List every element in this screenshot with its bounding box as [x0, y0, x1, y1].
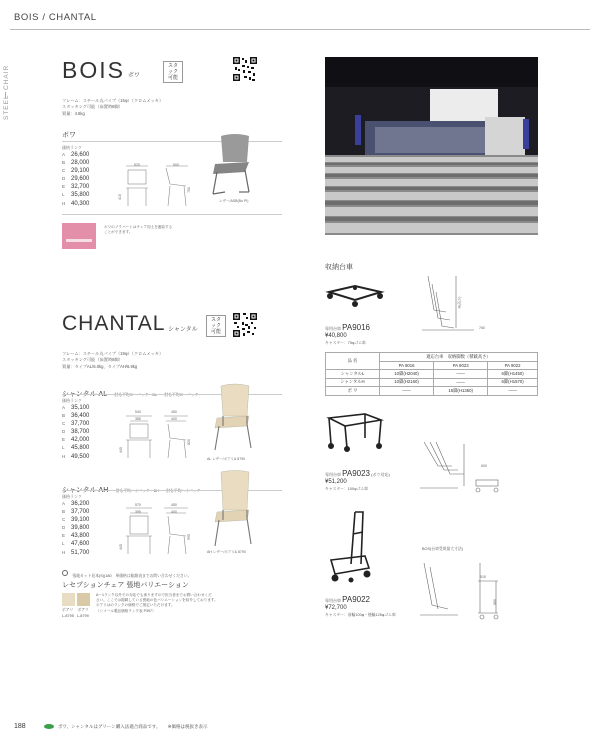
rank-price: 38,700 [71, 429, 90, 436]
rank-letter: H [62, 453, 66, 459]
rank-row [62, 167, 89, 175]
rank-row [62, 159, 89, 167]
rank-price: 35,800 [71, 192, 90, 199]
chantal-title: CHANTAL [62, 312, 166, 335]
rank-row [62, 516, 89, 524]
bois-qr-code [232, 56, 258, 82]
bois-rank-title: 価格ランク [62, 145, 82, 150]
chantal-spec [62, 351, 163, 370]
al-rank-title: 価格ランク [62, 398, 82, 403]
rank-row [62, 420, 89, 428]
swatch-code: L-8795 [62, 614, 74, 618]
rank-letter: B [62, 413, 66, 419]
spec-line: 質量：4.6kg [62, 110, 85, 116]
rank-price: 35,100 [71, 405, 90, 411]
rank-price: 40,300 [71, 200, 90, 207]
rank-row [62, 508, 89, 516]
swatch-code: L-8799 [76, 614, 89, 618]
rank-price: 39,100 [71, 517, 90, 524]
rank-price: 37,700 [71, 509, 90, 516]
rank-row [62, 200, 89, 208]
mark-label: 専用台車 [325, 598, 341, 603]
note-line: さい。ここでは掲載している張地の色バリエーションを紹介しております。 [96, 598, 218, 603]
chantal-ah-caption: AH レザー/ポアリ& 8790 [207, 550, 246, 554]
cart-pa9023-dim-d: 600 [481, 464, 487, 468]
bois-caption: レザー/ASB(Bo PI) [219, 199, 249, 203]
storage-capacity-table [325, 352, 538, 396]
rank-price: 43,800 [71, 533, 90, 540]
note-line: Aー1ランク以外での対応でも承りますので担当者までお問い合わせくだ [96, 593, 212, 597]
al-dim-h: 820 [186, 439, 191, 445]
rank-letter: H [62, 549, 66, 555]
table-row [326, 378, 538, 387]
rank-row [62, 549, 89, 557]
pa9022-mark [325, 595, 370, 604]
rank-row [62, 175, 89, 183]
product-code: PA9022 [342, 595, 370, 604]
pa9022-note: BOS(台車受荷最大寸法) [422, 547, 463, 551]
table-cell: 10脚(H2040) [380, 370, 434, 379]
rank-letter: C [62, 168, 66, 174]
auditorium-photo [325, 57, 538, 235]
rank-letter: A [62, 501, 66, 506]
al-dim-sh: 445 [118, 447, 123, 453]
pa9016-mark [325, 323, 370, 332]
al-title: シャンタル AL [62, 391, 108, 398]
bois-rank-list [62, 151, 89, 208]
ah-dim-w2: 395 [135, 510, 141, 514]
rank-price: 37,700 [71, 421, 90, 428]
rank-price: 28,000 [71, 160, 90, 167]
bois-dim-height: 750 [186, 187, 191, 193]
rank-row [62, 532, 89, 540]
bois-dim-width: 520 [134, 163, 140, 167]
rank-row [62, 453, 89, 461]
table-cell: 15脚(H1360) [434, 387, 488, 396]
page-header-title: BOIS / CHANTAL [14, 12, 97, 23]
carts-section-title: 収納台車 [325, 264, 353, 271]
al-dim-d1: 450 [171, 410, 177, 414]
rank-row [62, 436, 89, 444]
al-sub2: 肘も平均ローバック [164, 393, 199, 397]
chantal-stack-badge [206, 315, 226, 337]
badge-line: 可能 [210, 329, 221, 335]
spec-line: 質量：タイプAL/6.0kg、タイプAH/6.9kg [62, 363, 138, 369]
chantal-kana: シャンタル [168, 327, 198, 333]
table-cell: 6脚(H1450) [488, 370, 538, 379]
chantal-al-chair-image [207, 382, 259, 454]
footer-text: ボワ、シャンタルはグリーン購入法適合商品です。 [58, 724, 161, 729]
table-header-cell: 品 名 [326, 353, 380, 370]
spec-line: フレーム：スチール丸パイプ（15φ）（クロムメッキ） [62, 98, 164, 103]
reception-swatch-2 [77, 593, 90, 606]
rank-price: 36,200 [71, 501, 90, 507]
al-sub: 肘も平均ローバック・BL [114, 393, 157, 397]
bois-kana: ボワ [128, 73, 141, 79]
chantal-ah-chair-image [207, 470, 259, 550]
rank-letter: A [62, 405, 66, 410]
rank-row [62, 500, 89, 508]
chantal-al-heading [62, 383, 198, 401]
table-cell: 10脚(H2160) [380, 378, 434, 387]
rank-letter: H [62, 200, 66, 206]
side-label-material: STEEL [3, 94, 10, 120]
table-cell: 6脚(H1570) [488, 378, 538, 387]
cart-pa9016-dim-d: 760 [479, 326, 485, 330]
rank-letter: E [62, 184, 66, 190]
pa9023-price: ¥51,200 [325, 479, 347, 485]
chantal-al-caption: AL レザー/ポアリ& 8790 [207, 457, 246, 461]
table-row [326, 387, 538, 396]
cart-pa9022-image [325, 508, 375, 586]
cart-dim-height-label: H(高さ) [457, 296, 462, 309]
cart-pa9016-image [325, 282, 385, 310]
rank-letter: E [62, 533, 66, 539]
bois-dim-seat-height: 415 [117, 194, 122, 200]
note-line: ボアリはのランクの価格でご指定いただけます。 [96, 603, 175, 608]
spec-line: スタッキング可能（床置時8脚） [62, 357, 123, 363]
badge-line: スタック [210, 317, 221, 329]
reception-title: レセプションチェア 張地バリエーション [62, 582, 189, 589]
al-dim-w2: 385 [135, 417, 141, 421]
rank-row [62, 428, 89, 436]
rank-row [62, 524, 89, 532]
bois-stack-badge [163, 61, 183, 83]
spec-line: スタッキング可能（床置時8脚） [62, 104, 123, 110]
pa9022-price: ¥72,700 [325, 605, 347, 611]
product-code: PA9023 [342, 469, 370, 478]
footer-text: ※価格は税抜き表示 [167, 724, 208, 729]
ah-sub: 肘も平均ハイバック・BH [115, 489, 159, 493]
bois-note [104, 225, 172, 235]
table-header-cell: PA 9023 [434, 361, 488, 370]
ah-dim-h: 995 [186, 534, 191, 540]
rank-price: 49,500 [71, 453, 90, 460]
table-row [326, 370, 538, 379]
rank-letter: B [62, 160, 66, 166]
ah-dim-sh: 445 [118, 544, 123, 550]
cart-pa9022-drawing [418, 555, 504, 623]
green-purchase-icon [44, 724, 54, 729]
rank-row [62, 404, 89, 412]
mark-label: 専用台車 [325, 326, 341, 331]
note-line: （シコール製品価格ランク表 P397） [96, 608, 156, 613]
rank-letter: B [62, 509, 66, 515]
footer-note [58, 724, 207, 730]
side-divider [5, 92, 6, 98]
reception-swatch-1 [62, 593, 75, 606]
bois-chair-image [205, 132, 257, 200]
fabric-note-text: 張地カット見本(S)(180 単価格は総額表までお問い合わせください。 [72, 574, 192, 578]
pa9023-mark [325, 469, 390, 478]
table-header-cell: 適応台車 収納脚数（積載高さ） [380, 353, 538, 362]
ah-dim-w1: 570 [135, 503, 141, 507]
cart-pa9016-drawing [418, 270, 488, 338]
bois-note-divider [62, 214, 282, 215]
rank-price: 47,600 [71, 541, 90, 548]
rank-letter: D [62, 176, 66, 182]
pa9016-caster: キャスター：75φゴム車 [325, 341, 366, 345]
rank-price: 32,700 [71, 184, 90, 191]
badge-line: スタック [167, 63, 178, 75]
table-cell: —— [488, 387, 538, 396]
chantal-qr-code [232, 312, 258, 338]
table-cell: —— [434, 378, 488, 387]
bois-title: BOIS [62, 57, 125, 83]
rank-price: 26,600 [71, 152, 90, 158]
ah-dim-d2: 400 [171, 510, 177, 514]
rank-price: 29,100 [71, 168, 90, 175]
side-label-category: CHAIR [3, 64, 10, 90]
bois-spec [62, 98, 163, 117]
ah-rank-list [62, 500, 89, 557]
reception-swatch-codes [62, 614, 89, 618]
al-dim-d2: 400 [171, 417, 177, 421]
rank-letter: E [62, 437, 66, 443]
al-rank-list [62, 404, 89, 461]
rank-price: 45,800 [71, 445, 90, 452]
spec-line: フレーム：スチール丸パイプ（19φ）（クロムメッキ） [62, 351, 164, 356]
rank-letter: D [62, 525, 66, 531]
table-cell: シャンタルL [326, 370, 380, 379]
rank-row [62, 412, 89, 420]
page-number: 188 [14, 723, 26, 730]
rank-row [62, 183, 89, 191]
pa9023-caster: キャスター：100φゴム車 [325, 487, 368, 491]
ah-sub2: 肘も平均ハイバック [166, 489, 201, 493]
ah-title: シャンタル AH [62, 487, 109, 494]
cart-pa9023-drawing [418, 436, 504, 494]
product-code: PA9016 [342, 323, 370, 332]
rank-letter: L [62, 192, 65, 198]
rank-price: 51,700 [71, 549, 90, 556]
swatch-label: ボアリ [77, 608, 89, 612]
rank-row [62, 444, 89, 452]
table-cell: シャンタルH [326, 378, 380, 387]
rank-price: 42,000 [71, 437, 90, 444]
note-line: ことができます。 [104, 230, 133, 235]
reception-swatch-label [62, 608, 89, 613]
chantal-ah-heading [62, 479, 200, 497]
badge-line: 可能 [167, 75, 178, 81]
rank-letter: L [62, 541, 65, 547]
rank-letter: L [62, 445, 65, 451]
rank-row [62, 191, 89, 199]
table-header-row [326, 353, 538, 362]
rank-letter: D [62, 429, 66, 435]
rank-letter: C [62, 421, 66, 427]
al-dim-w1: 540 [135, 410, 141, 414]
product-tag: (ボウ対応) [371, 472, 390, 477]
cart-pa9022-dim-h: 880 [492, 599, 497, 605]
table-header-cell: PA 9016 [380, 361, 434, 370]
table-cell: ボ ワ [326, 387, 380, 396]
pa9022-caster: キャスター：前輪100φ・後輪125φゴム車 [325, 613, 396, 617]
rank-price: 29,600 [71, 176, 90, 183]
ah-rank-title: 価格ランク [62, 494, 82, 499]
bois-link-swatch [62, 223, 96, 249]
note-line: ボワのブラバートはチェア同士を連結する [104, 225, 173, 229]
ah-dim-d1: 450 [171, 503, 177, 507]
pa9016-price: ¥40,800 [325, 333, 347, 339]
header-divider [10, 29, 590, 30]
rank-row [62, 540, 89, 548]
bois-dim-depth: 500 [173, 163, 179, 167]
info-circle-icon [62, 570, 68, 576]
cart-pa9023-image [325, 410, 387, 452]
bois-subtitle: ボワ [62, 132, 76, 139]
bois-front-drawing [118, 162, 158, 212]
rank-price: 36,400 [71, 413, 90, 420]
rank-row [62, 151, 89, 159]
mark-label: 専用台車 [325, 472, 341, 477]
table-cell: —— [380, 387, 434, 396]
reception-note [96, 593, 218, 614]
swatch-label: ボアリ [62, 608, 74, 612]
rank-price: 39,800 [71, 525, 90, 532]
table-cell: —— [434, 370, 488, 379]
cart-pa9022-dim-d: 515 [480, 575, 486, 579]
rank-letter: A [62, 152, 66, 157]
rank-letter: C [62, 517, 66, 523]
table-header-cell: PA 9022 [488, 361, 538, 370]
